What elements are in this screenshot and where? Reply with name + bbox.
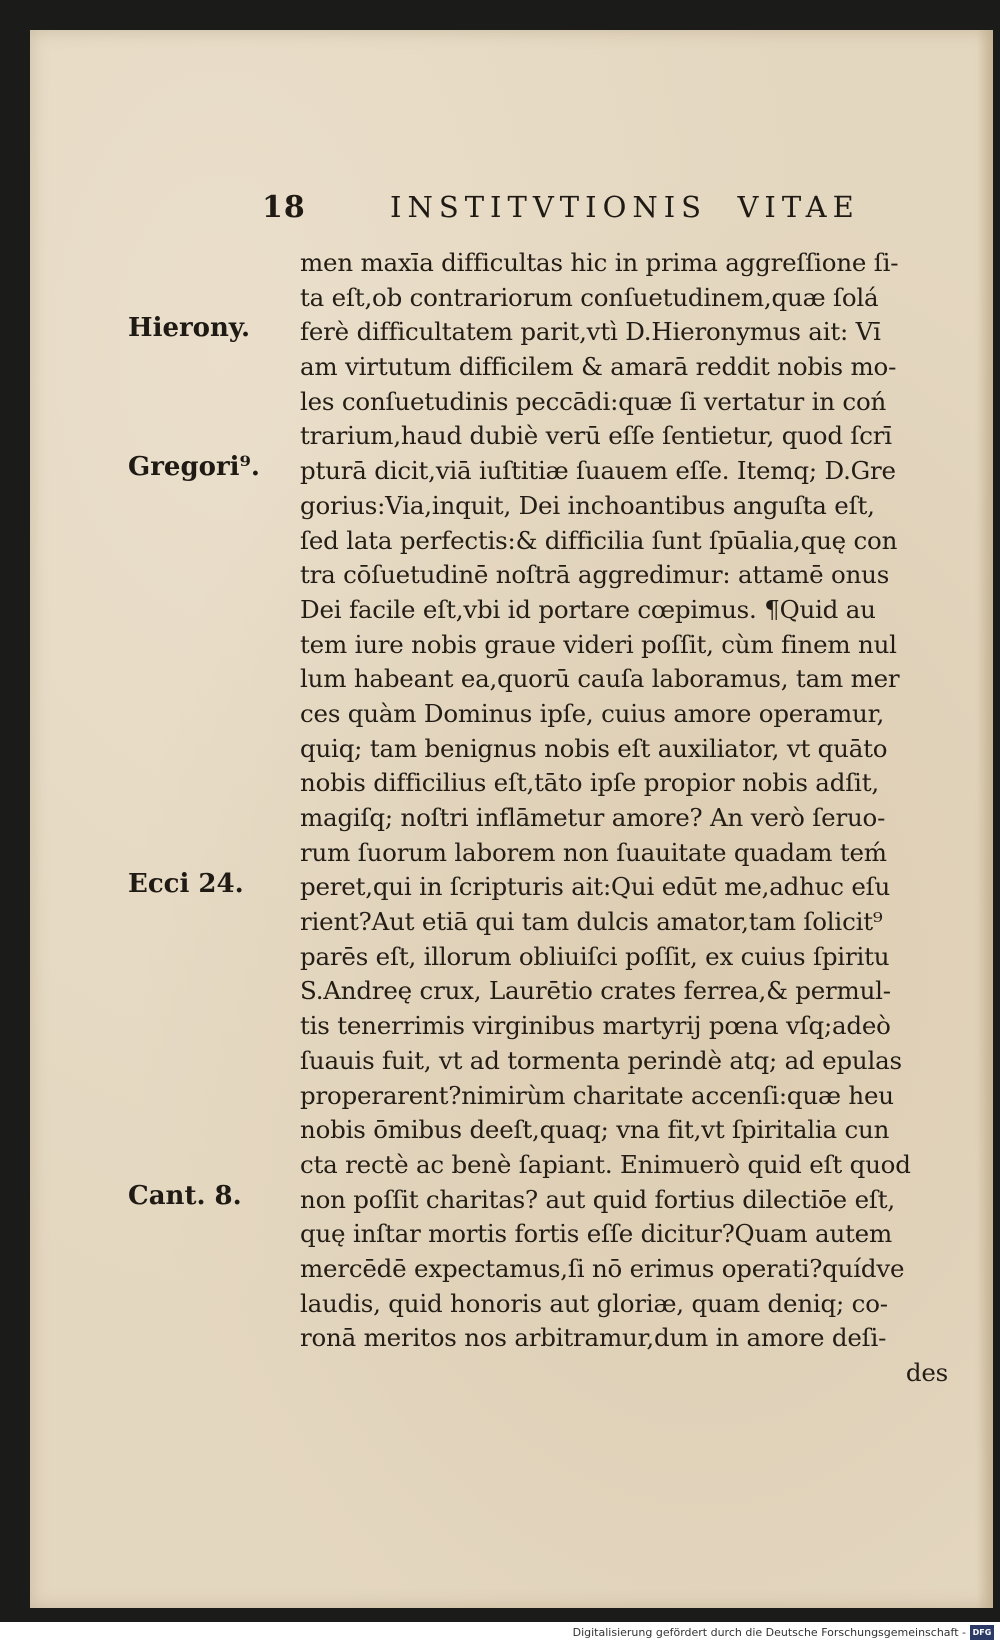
text-line: tra cōſuetudinē noſtrā aggredimur: attamē onus bbox=[300, 560, 890, 590]
page-edge bbox=[977, 30, 993, 1608]
text-line: rient?Aut etiā qui tam dulcis amator,tam ſolicit⁹ bbox=[300, 907, 883, 937]
text-line: nobis ōmibus deeſt,quaq; vna fit,vt ſpiritalia cun bbox=[300, 1115, 890, 1145]
main-text-block bbox=[300, 246, 960, 1391]
text-line: ronā meritos nos arbitramur,dum in amore deſi- bbox=[300, 1323, 887, 1353]
text-line: parēs eſt, illorum obliuiſci poſſit, ex cuius ſpiritu bbox=[300, 941, 890, 971]
text-line: ta eſt,ob contrariorum conſuetudinem,quæ ſolá bbox=[300, 282, 879, 312]
text-line: Dei facile eſt,vbi id portare cœpimus. ¶Quid au bbox=[300, 594, 876, 624]
text-line: nobis difficilius eſt,tāto ipſe propior nobis adſit, bbox=[300, 768, 879, 798]
text-line: pturā dicit,viā iuſtitiæ ſuauem eſſe. Itemq; D.Gre bbox=[300, 456, 896, 486]
text-line: mercēdē expectamus,ſi nō erimus operati?quídve bbox=[300, 1253, 905, 1283]
text-line: trarium,haud dubiè verū eſſe ſentietur, quod ſcrī bbox=[300, 421, 892, 451]
text-line: quę inſtar mortis fortis eſſe dicitur?Quam autem bbox=[300, 1219, 893, 1249]
text-line: men maxīa difficultas hic in prima aggreſſione ſi- bbox=[300, 248, 899, 277]
text-line: S.Andreę crux, Laurētio crates ferrea,& permul- bbox=[300, 976, 891, 1006]
text-line: ſed lata perfectis:& difficilia ſunt ſpūalia,quę con bbox=[300, 525, 898, 555]
margin-note: Cant. 8. bbox=[128, 1180, 242, 1211]
book-page bbox=[30, 30, 993, 1608]
footer-credit: Digitalisierung gefördert durch die Deutsche Forschungsgemeinschaft - bbox=[572, 1626, 966, 1639]
text-line: cta rectè ac benè ſapiant. Enimuerò quid eſt quod bbox=[300, 1149, 911, 1179]
text-line: properarent?nimirùm charitate accenſi:quæ heu bbox=[300, 1080, 894, 1110]
page-number: 18 bbox=[262, 190, 306, 225]
text-line: tem iure nobis graue videri poſſit, cùm finem nul bbox=[300, 629, 897, 659]
running-title: INSTITVTIONIS VITAE bbox=[390, 190, 860, 224]
text-line: peret,qui in ſcripturis ait:Qui edūt me,adhuc eſu bbox=[300, 872, 891, 902]
digitization-footer bbox=[0, 1622, 1000, 1644]
text-line: ſuauis fuit, vt ad tormenta perindè atq; ad epulas bbox=[300, 1045, 902, 1075]
text-line: les conſuetudinis peccādi:quæ ſi vertatur in coń bbox=[300, 386, 887, 416]
text-line: magiſq; noſtri inflāmetur amore? An verò ſeruo- bbox=[300, 803, 886, 832]
text-line: lum habeant ea,quorū cauſa laboramus, tam mer bbox=[300, 664, 900, 694]
text-line: ces quàm Dominus ipſe, cuius amore operamur, bbox=[300, 698, 885, 728]
text-line: am virtutum difficilem & amarā reddit nobis mo- bbox=[300, 352, 897, 382]
text-line: non poſſit charitas? aut quid fortius dilectiōe eſt, bbox=[300, 1184, 895, 1214]
margin-note: Hierony. bbox=[128, 313, 251, 344]
margin-note: Gregori⁹. bbox=[128, 452, 260, 483]
text-line: rum ſuorum laborem non ſuauitate quadam teḿ bbox=[300, 837, 887, 867]
dfg-logo: DFG bbox=[970, 1625, 994, 1640]
text-line: tis tenerrimis virginibus martyrij pœna vſq;adeò bbox=[300, 1011, 891, 1041]
text-line: gorius:Via,inquit, Dei inchoantibus anguſta eſt, bbox=[300, 490, 875, 520]
catchword: des bbox=[905, 1358, 948, 1387]
text-line: ferè difficultatem parit,vtì D.Hieronymus ait: Vī bbox=[300, 317, 881, 347]
text-line: laudis, quid honoris aut gloriæ, quam deniq; co- bbox=[300, 1288, 888, 1318]
text-line: quiq; tam benignus nobis eſt auxiliator, vt quāto bbox=[300, 733, 888, 763]
margin-note: Ecci 24. bbox=[128, 868, 244, 899]
